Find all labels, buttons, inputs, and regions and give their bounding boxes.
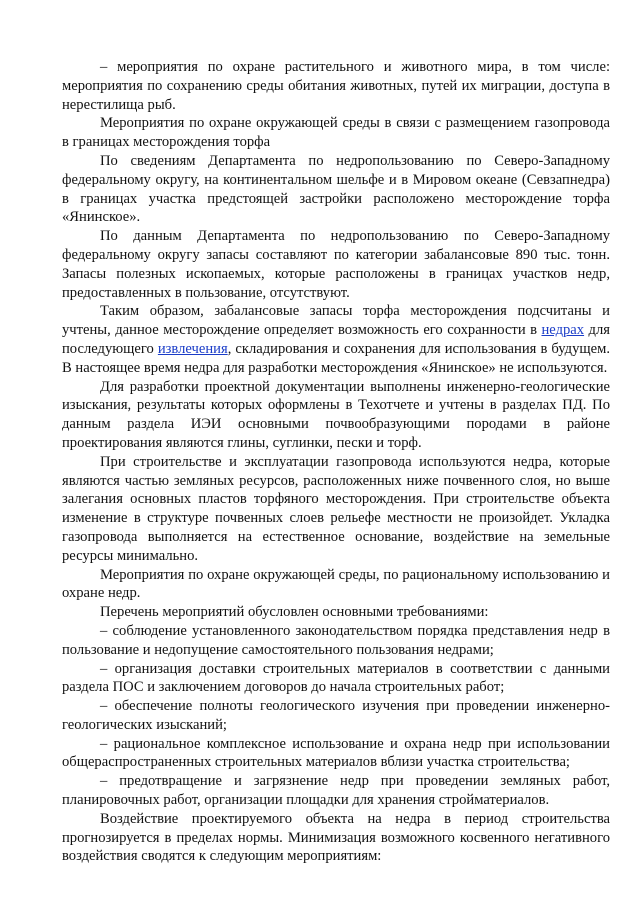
paragraph-construction: При строительстве и эксплуатации газопровода используются недра, которые являются частью земляных ресурсов, расположенных ниже почвенного слоя, но выше залегания основных пластов торфяного месторождения. При строительстве объекта изменение в структуре почвенных слоев рельефе местности не произойдет. Укладка газопровода выполняется на естественное основание, воздействие на земельные ресурсы минимально. <box>62 453 610 564</box>
paragraph-surveys: Для разработки проектной документации выполнены инженерно-геологические изыскания, результаты которых оформлены в Техотчете и учтены в разделах ПД. По данным раздела ИЭИ основными почвообразующими породами в районе проектирования являются глины, суглинки, пески и торф. <box>62 378 610 451</box>
list-item-rational-use: – рациональное комплексное использование и охрана недр при использовании общераспространенных строительных материалов вблизи участка строительства; <box>62 735 610 771</box>
paragraph-conclusion <box>62 302 610 377</box>
link-extraction[interactable]: извлечения <box>157 340 228 357</box>
link-nedra[interactable]: недрах <box>541 322 585 339</box>
list-item-delivery: – организация доставки строительных материалов в соответствии с данными раздела ПОС и заключением договоров до начала строительных работ; <box>62 660 610 696</box>
document-page <box>62 58 610 866</box>
paragraph-heading-subsoil: Мероприятия по охране окружающей среды, по рациональному использованию и охране недр. <box>62 566 610 602</box>
paragraph-department-info: По сведениям Департамента по недропользованию по Северо-Западному федеральному округу, на континентальном шельфе и в Мировом океане (Севзапнедра) в границах участка предстоящей застройки расположено месторождение торфа «Янинское». <box>62 152 610 226</box>
text-segment: Таким образом, забалансовые запасы торфа месторождения подсчитаны и учтены, данное месторождение определяет возможность его сохранности в <box>62 303 610 339</box>
paragraph-reserves: По данным Департамента по недропользованию по Северо-Западному федеральному округу запасы составляют по категории забалансовые 890 тыс. тонн. Запасы полезных ископаемых, которые расположены в границах участков недр, предоставленных в пользование, отсутствуют. <box>62 228 610 301</box>
paragraph-flora-fauna: – мероприятия по охране растительного и животного мира, в том числе: мероприятия по сохранению среды обитания животных, путей их миграции, доступа в нерестилища рыб. <box>62 59 610 113</box>
list-item-geology: – обеспечение полноты геологического изучения при проведении инженерно-геологических изысканий; <box>62 698 610 733</box>
list-item-compliance: – соблюдение установленного законодательством порядка представления недр в пользование и недопущение самостоятельного пользования недрами; <box>62 622 610 658</box>
text-segment: для последующего <box>62 322 610 357</box>
paragraph-impact: Воздействие проектируемого объекта на недра в период строительства прогнозируется в пределах нормы. Минимизация возможного косвенного негативного воздействия сводятся к следующим мероприятиям: <box>62 810 610 865</box>
text-segment: , складирования и сохранения для использования в будущем. В настоящее время недра для разработки месторождения «Янинское» не используются. <box>62 340 610 376</box>
list-item-prevention: – предотвращение и загрязнение недр при проведении земляных работ, планировочных работ, организации площадки для хранения стройматериалов. <box>62 773 610 809</box>
paragraph-heading-peat-measures: Мероприятия по охране окружающей среды в связи с размещением газопровода в границах месторождения торфа <box>62 115 610 151</box>
paragraph-requirements-intro: Перечень мероприятий обусловлен основными требованиями: <box>100 604 489 621</box>
